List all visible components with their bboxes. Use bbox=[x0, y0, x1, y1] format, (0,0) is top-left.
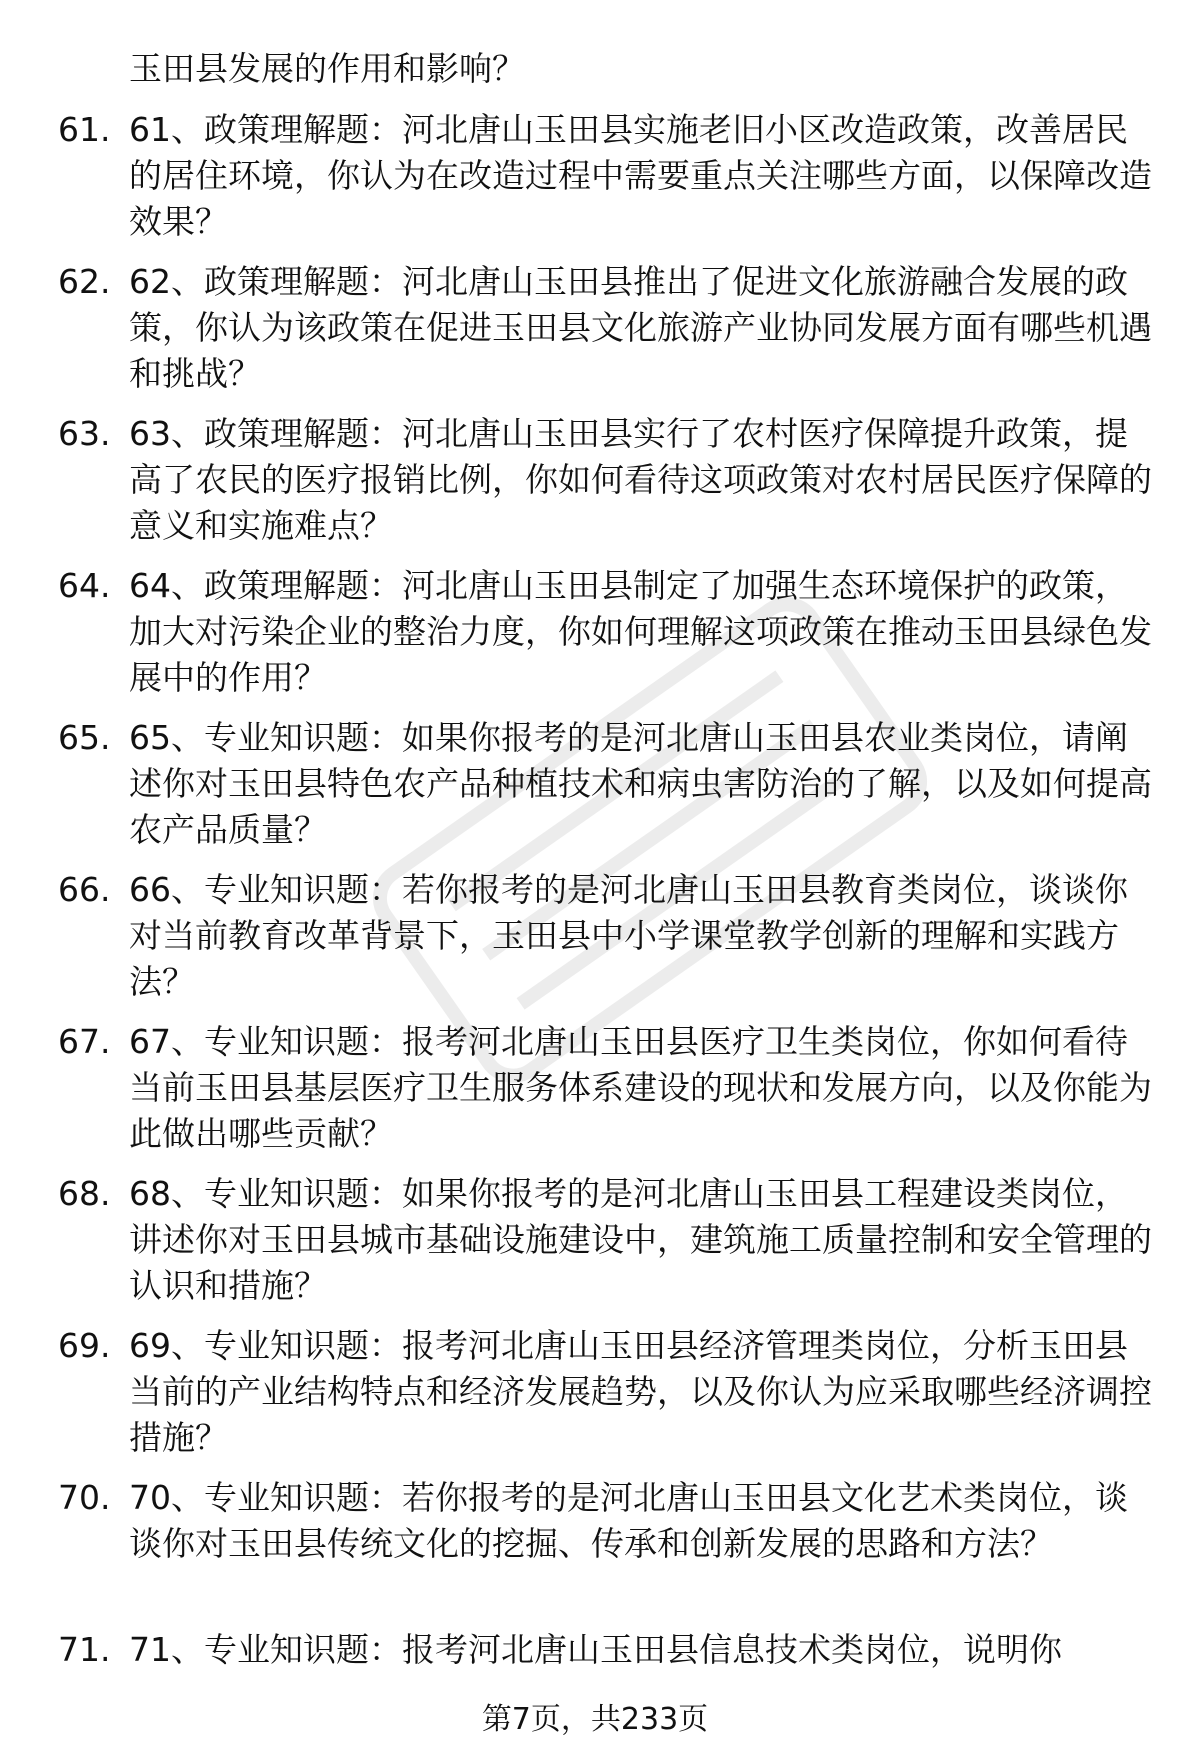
list-item bbox=[0, 107, 1190, 241]
question-text: 70、专业知识题：若你报考的是河北唐山玉田县文化艺术类岗位，谈谈你对玉田县传统文化的挖掘、传承和创新发展的思路和方法？ bbox=[129, 1478, 1128, 1563]
question-text: 67、专业知识题：报考河北唐山玉田县医疗卫生类岗位，你如何看待当前玉田县基层医疗卫生服务体系建设的现状和发展方向，以及你能为此做出哪些贡献？ bbox=[129, 1022, 1152, 1153]
page-footer: 第7页，共233页 bbox=[481, 1702, 709, 1737]
question-number: 62. bbox=[58, 262, 111, 301]
list-item bbox=[0, 1475, 1190, 1597]
question-number: 67. bbox=[58, 1022, 111, 1061]
question-number: 66. bbox=[58, 870, 111, 909]
question-text: 63、政策理解题：河北唐山玉田县实行了农村医疗保障提升政策，提高了农民的医疗报销比例，你如何看待这项政策对农村居民医疗保障的意义和实施难点？ bbox=[129, 414, 1152, 545]
question-number: 63. bbox=[58, 414, 111, 453]
question-text: 71、专业知识题：报考河北唐山玉田县信息技术类岗位，说明你 bbox=[129, 1630, 1062, 1669]
list-item bbox=[0, 259, 1190, 393]
list-item bbox=[0, 715, 1190, 849]
question-text: 68、专业知识题：如果你报考的是河北唐山玉田县工程建设类岗位，讲述你对玉田县城市基础设施建设中，建筑施工质量控制和安全管理的认识和措施？ bbox=[129, 1174, 1152, 1305]
list-item bbox=[0, 1171, 1190, 1305]
question-number: 70. bbox=[58, 1478, 111, 1517]
question-number: 71. bbox=[58, 1630, 111, 1669]
question-number: 68. bbox=[58, 1174, 111, 1213]
list-item bbox=[0, 1627, 1190, 1673]
question-number: 69. bbox=[58, 1326, 111, 1365]
question-text: 64、政策理解题：河北唐山玉田县制定了加强生态环境保护的政策，加大对污染企业的整治力度，你如何理解这项政策在推动玉田县绿色发展中的作用？ bbox=[129, 566, 1152, 697]
list-item bbox=[0, 563, 1190, 697]
question-text: 61、政策理解题：河北唐山玉田县实施老旧小区改造政策，改善居民的居住环境，你认为在改造过程中需要重点关注哪些方面，以保障改造效果？ bbox=[129, 110, 1152, 241]
list-item bbox=[0, 1019, 1190, 1153]
question-number: 65. bbox=[58, 718, 111, 757]
question-number: 61. bbox=[58, 110, 111, 149]
question-text: 65、专业知识题：如果你报考的是河北唐山玉田县农业类岗位，请阐述你对玉田县特色农产品种植技术和病虫害防治的了解，以及如何提高农产品质量？ bbox=[129, 718, 1152, 849]
continued-question-text: 玉田县发展的作用和影响？ bbox=[129, 49, 525, 88]
list-item bbox=[0, 1323, 1190, 1457]
list-item bbox=[0, 867, 1190, 1001]
question-list bbox=[0, 107, 1190, 1703]
list-item bbox=[0, 411, 1190, 545]
question-number: 64. bbox=[58, 566, 111, 605]
question-text: 69、专业知识题：报考河北唐山玉田县经济管理类岗位，分析玉田县当前的产业结构特点和经济发展趋势，以及你认为应采取哪些经济调控措施？ bbox=[129, 1326, 1152, 1457]
question-text: 62、政策理解题：河北唐山玉田县推出了促进文化旅游融合发展的政策，你认为该政策在促进玉田县文化旅游产业协同发展方面有哪些机遇和挑战？ bbox=[129, 262, 1152, 393]
question-text: 66、专业知识题：若你报考的是河北唐山玉田县教育类岗位，谈谈你对当前教育改革背景下，玉田县中小学课堂教学创新的理解和实践方法？ bbox=[129, 870, 1128, 1001]
